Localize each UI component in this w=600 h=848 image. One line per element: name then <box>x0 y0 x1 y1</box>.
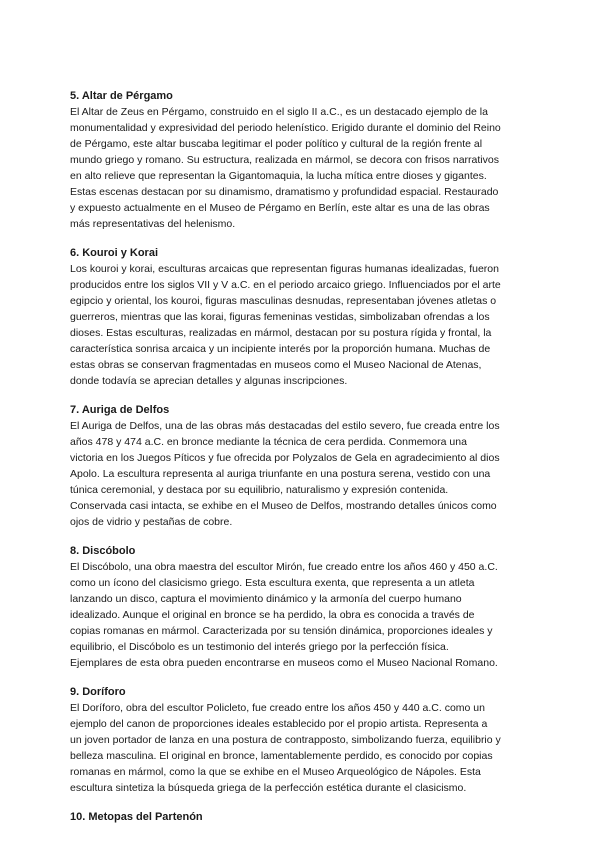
section-title: 5. Altar de Pérgamo <box>70 90 173 102</box>
paragraph-line: como un ícono del clasicismo griego. Esta escultura exenta, que representa a un atleta <box>70 577 475 589</box>
paragraph-line: Los kouroi y korai, esculturas arcaicas que representan figuras humanas idealizadas, fueron <box>70 263 499 275</box>
section <box>70 245 532 389</box>
section <box>70 402 532 530</box>
paragraph-line: mundo griego y romano. Su estructura, realizada en mármol, se decora con frisos narrativos <box>70 154 499 166</box>
paragraph-line: romanas en mármol, como la que se exhibe en el Museo Arqueológico de Nápoles. Esta <box>70 766 481 778</box>
section <box>70 543 532 671</box>
paragraph-line: dioses. Estas esculturas, realizadas en mármol, destacan por su postura rígida y frontal, la <box>70 327 492 339</box>
paragraph-line: estas obras se conservan fragmentadas en museos como el Museo Nacional de Atenas, <box>70 359 482 371</box>
section-title: 9. Doríforo <box>70 686 126 698</box>
paragraph-line: Conservada casi intacta, se exhibe en el Museo de Delfos, mostrando detalles únicos como <box>70 500 497 512</box>
section <box>70 809 532 825</box>
paragraph-line: belleza masculina. El original en bronce, lamentablemente perdido, es conocido por copias <box>70 750 493 762</box>
section <box>70 684 532 796</box>
paragraph-line: característica sonrisa arcaica y un incipiente interés por la proporción humana. Muchas de <box>70 343 491 355</box>
paragraph-line: Estas escenas destacan por su dinamismo, dramatismo y profundidad espacial. Restaurado <box>70 186 499 198</box>
paragraph-line: más representativas del helenismo. <box>70 218 236 230</box>
section-title: 10. Metopas del Partenón <box>70 811 203 823</box>
paragraph-line: El Doríforo, obra del escultor Policleto, fue creado entre los años 450 y 440 a.C. como un <box>70 702 485 714</box>
document-body <box>70 88 532 838</box>
paragraph-line: El Altar de Zeus en Pérgamo, construido en el siglo II a.C., es un destacado ejemplo de la <box>70 106 488 118</box>
paragraph-line: monumentalidad y expresividad del periodo helenístico. Erigido durante el dominio del Reino <box>70 122 501 134</box>
paragraph-line: donde todavía se aprecian detalles y algunas inscripciones. <box>70 375 348 387</box>
section-title: 6. Kouroi y Korai <box>70 247 159 259</box>
paragraph-line: lanzando un disco, captura el movimiento dinámico y la armonía del cuerpo humano <box>70 593 462 605</box>
paragraph-line: El Auriga de Delfos, una de las obras más destacadas del estilo severo, fue creada entre los <box>70 420 500 432</box>
paragraph-line: victoria en los Juegos Píticos y fue ofrecida por Polyzalos de Gela en agradecimiento al dios <box>70 452 500 464</box>
paragraph-line: escultura sintetiza la búsqueda griega de la perfección estética durante el clasicismo. <box>70 782 467 794</box>
paragraph-line: años 478 y 474 a.C. en bronce mediante la técnica de cera perdida. Conmemora una <box>70 436 467 448</box>
paragraph-line: y expuesto actualmente en el Museo de Pérgamo en Berlín, este altar es una de las obras <box>70 202 490 214</box>
paragraph-line: copias romanas en mármol. Caracterizada por su tensión dinámica, proporciones ideales y <box>70 625 493 637</box>
paragraph-line: túnica ceremonial, y destaca por su equilibrio, naturalismo y expresión contenida. <box>70 484 449 496</box>
paragraph-line: ojos de vidrio y pestañas de cobre. <box>70 516 233 528</box>
paragraph-line: de Pérgamo, este altar buscaba legitimar el poder político y cultural de la región frente al <box>70 138 483 150</box>
paragraph-line: egipcio y oriental, los kouroi, figuras masculinas desnudas, representaban jóvenes atletas o <box>70 295 497 307</box>
paragraph-line: ejemplo del canon de proporciones ideales establecido por el propio artista. Representa a <box>70 718 488 730</box>
paragraph-line: un joven portador de lanza en una postura de contrapposto, simbolizando fuerza, equilibrio y <box>70 734 501 746</box>
section <box>70 88 532 232</box>
paragraph-line: idealizado. Aunque el original en bronce se ha perdido, la obra es conocida a través de <box>70 609 475 621</box>
paragraph-line: Apolo. La escultura representa al auriga triunfante en una postura serena, vestido con una <box>70 468 491 480</box>
paragraph-line: guerreros, mientras que las korai, figuras femeninas vestidas, simbolizaban ofrendas a los <box>70 311 490 323</box>
section-title: 8. Discóbolo <box>70 545 136 557</box>
paragraph-line: producidos entre los siglos VII y V a.C. en el periodo arcaico griego. Influenciados por el arte <box>70 279 501 291</box>
section-title: 7. Auriga de Delfos <box>70 404 170 416</box>
paragraph-line: Ejemplares de esta obra pueden encontrarse en museos como el Museo Nacional Romano. <box>70 657 498 669</box>
paragraph-line: equilibrio, el Discóbolo es un testimonio del interés griego por la perfección física. <box>70 641 449 653</box>
paragraph-line: El Discóbolo, una obra maestra del escultor Mirón, fue creado entre los años 460 y 450 a.C. <box>70 561 498 573</box>
paragraph-line: en alto relieve que representan la Gigantomaquia, la lucha mítica entre dioses y gigantes. <box>70 170 487 182</box>
